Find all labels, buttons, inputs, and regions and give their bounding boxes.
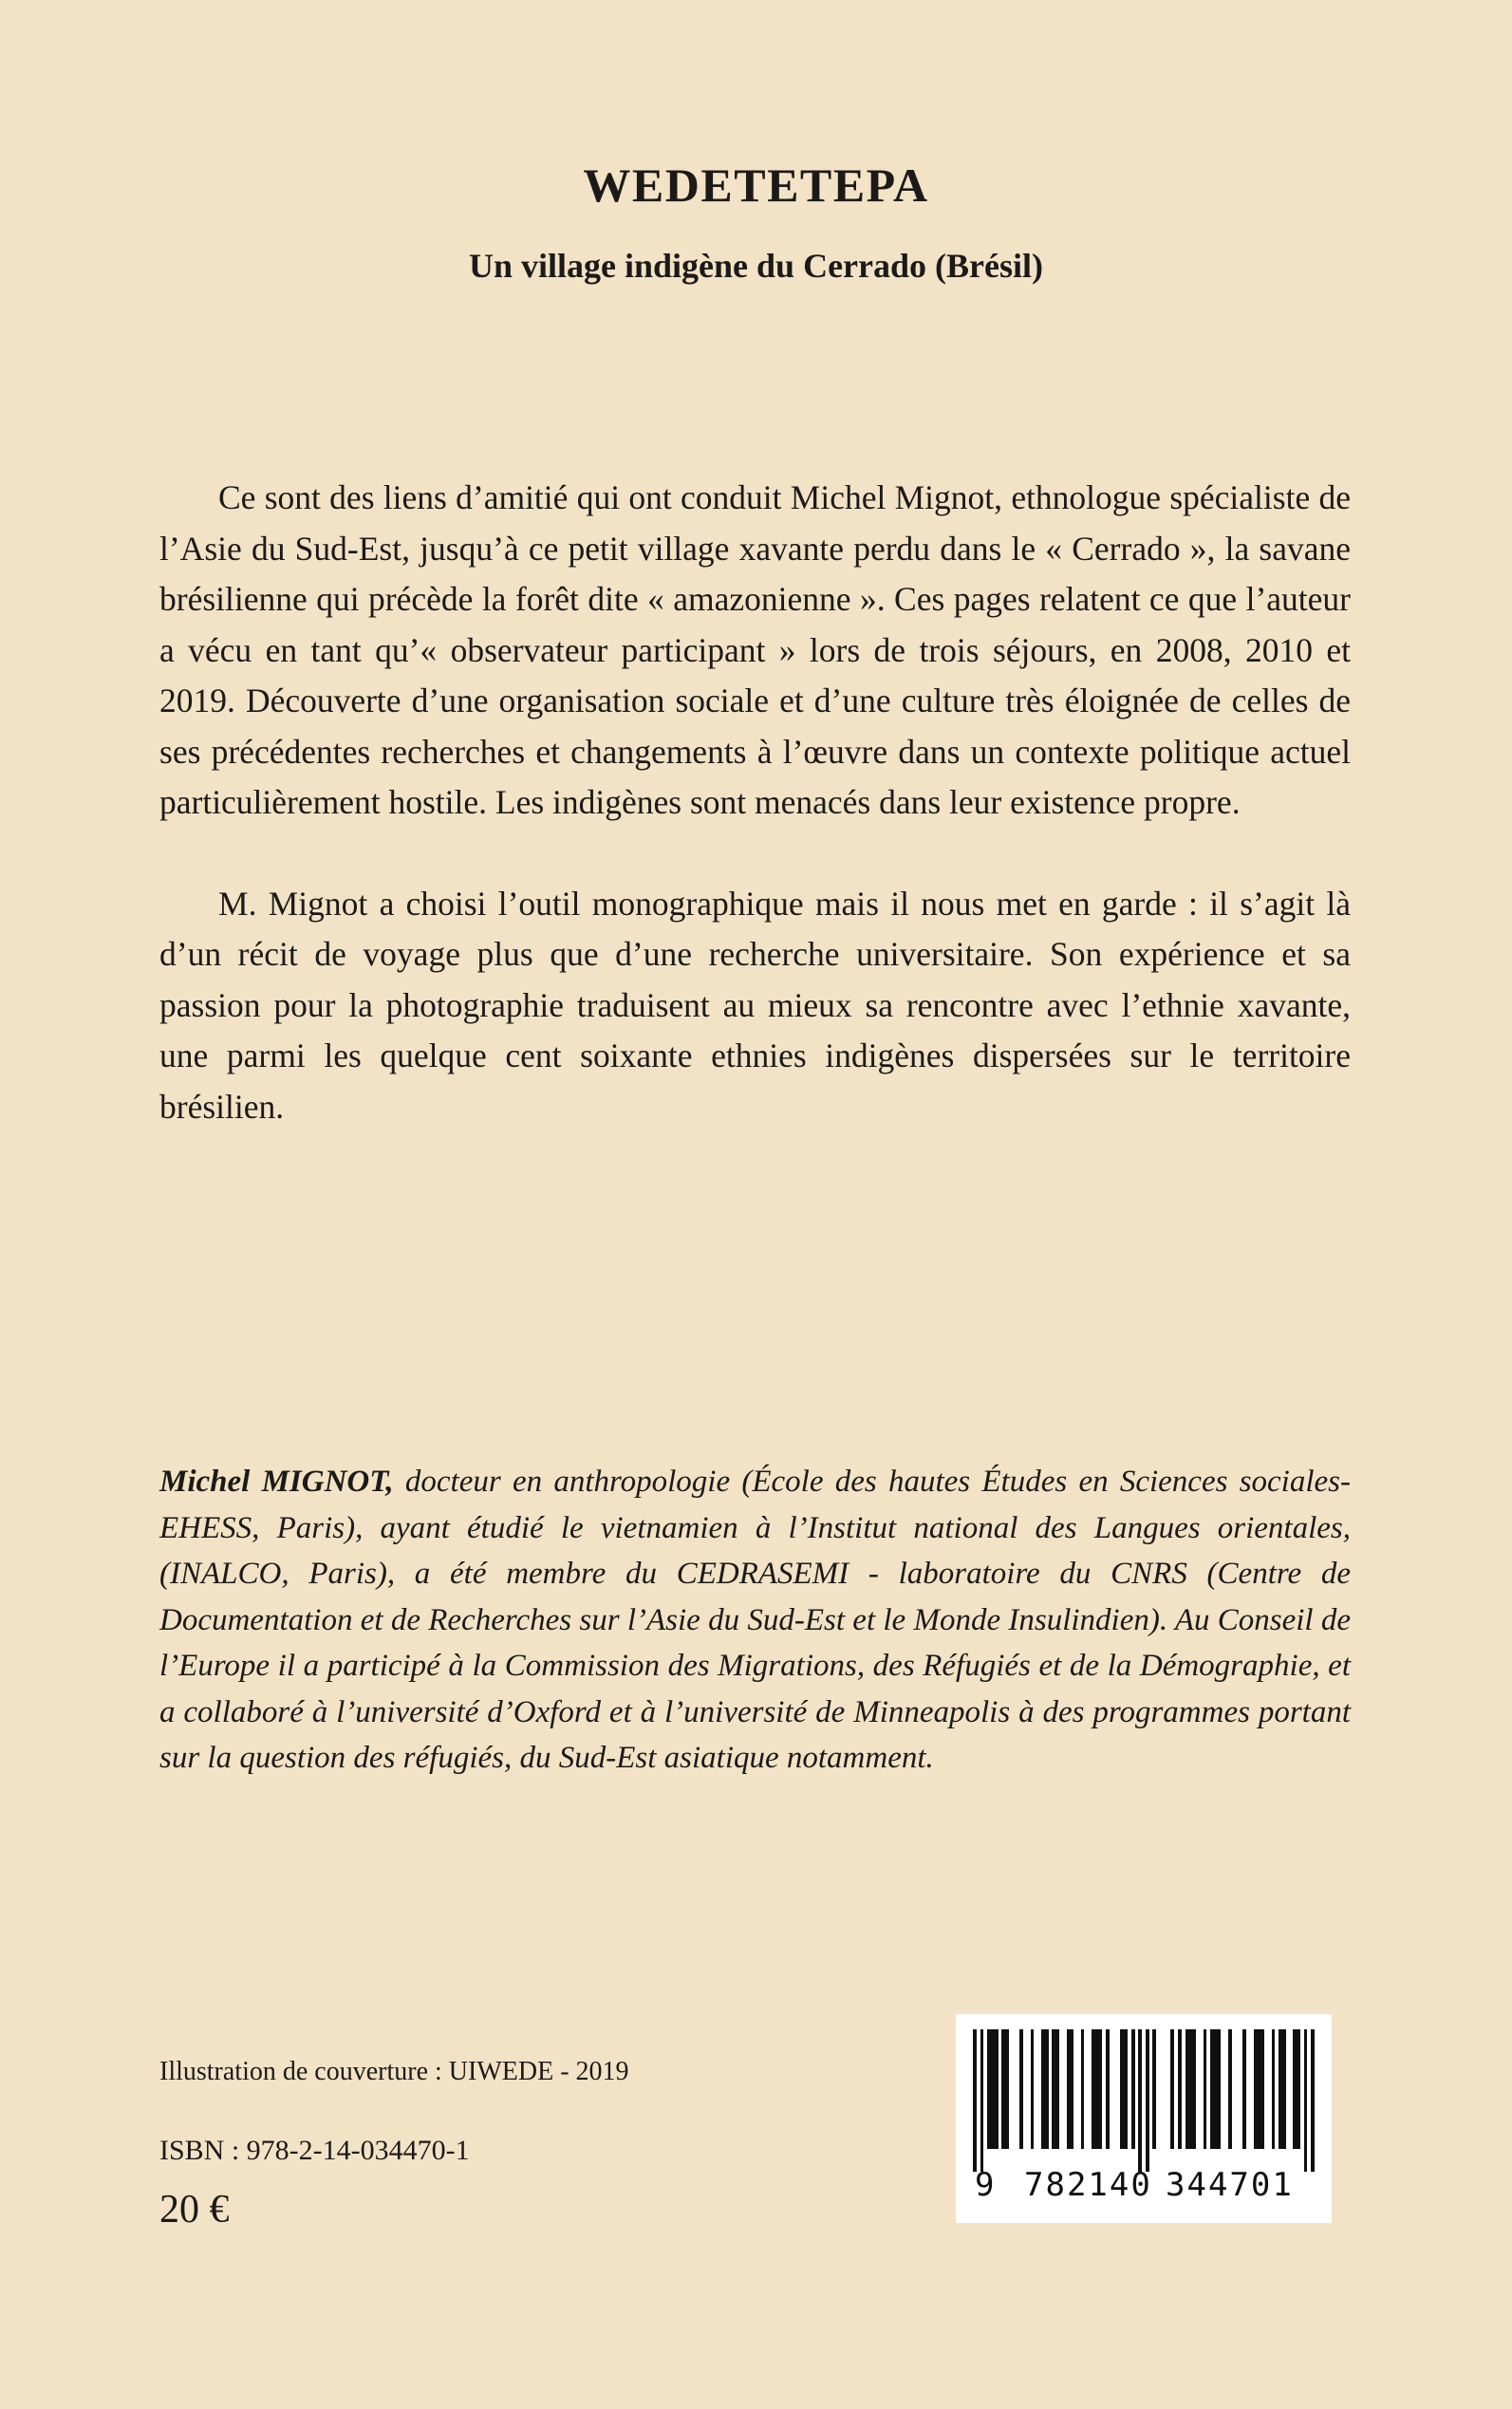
barcode-digits (973, 2166, 1315, 2213)
barcode-lead-digit: 9 (975, 2166, 997, 2204)
barcode-left-group: 782140 (1024, 2166, 1152, 2204)
author-bio-paragraph (159, 1459, 1351, 1782)
ean13-barcode (956, 2014, 1332, 2223)
cover-header (0, 159, 1512, 287)
author-bio-section (159, 1459, 1351, 1782)
barcode-bars (973, 2029, 1315, 2172)
cover-footer (0, 2010, 1512, 2409)
blurb-paragraph-2: M. Mignot a choisi l’outil monographique mais il nous met en garde : il s’agit là d’un récit de voyage plus que d’une recherche universitaire. Son expérience et sa passion pour la photographie traduisent au mieux sa rencontre avec l’ethnie xavante, une parmi les quelque cent soixante ethnies indigènes dispersées sur le territoire brésilien. (159, 884, 1351, 1126)
barcode-right-group: 344701 (1166, 2166, 1294, 2204)
author-bio-text: docteur en anthropologie (École des hautes Études en Sciences sociales-EHESS, Paris), ayant étudié le vietnamien à l’Institut national des Langues orientales, (INALCO, Paris), a été membre du CEDRASEMI - laboratoire du CNRS (Centre de Documentation et de Recherches sur l’Asie du Sud-Est et le Monde Insulindien). Au Conseil de l’Europe il a participé à la Commission des Migrations, des Réfugiés et de la Démographie, et a collaboré à l’université d’Oxford et à l’université de Minneapolis à des programmes portant sur la question des réfugiés, du Sud-Est asiatique notamment. (159, 1465, 1351, 1775)
book-subtitle: Un village indigène du Cerrado (Brésil) (469, 247, 1043, 285)
blurb-section (159, 473, 1351, 1132)
cover-illustration-credit: Illustration de couverture : UIWEDE - 2019 (159, 2057, 629, 2086)
footer-text-block (159, 2056, 938, 2232)
author-name: Michel MIGNOT, (159, 1465, 394, 1499)
price-value: 20 € (159, 2188, 230, 2232)
blurb-paragraph-1: Ce sont des liens d’amitié qui ont conduit Michel Mignot, ethnologue spécialiste de l’Asie du Sud-Est, jusqu’à ce petit village xavante perdu dans le « Cerrado », la savane brésilienne qui précède la forêt dite « amazonienne ». Ces pages relatent ce que l’auteur a vécu en tant qu’« observateur participant » lors de trois séjours, en 2008, 2010 et 2019. Découverte d’une organisation sociale et d’une culture très éloignée de celles de ses précédentes recherches et changements à l’œuvre dans un contexte politique actuel particulièrement hostile. Les indigènes sont menacés dans leur existence propre. (159, 478, 1351, 821)
isbn-value: ISBN : 978-2-14-034470-1 (159, 2135, 470, 2166)
book-title: WEDETETEPA (583, 159, 929, 212)
